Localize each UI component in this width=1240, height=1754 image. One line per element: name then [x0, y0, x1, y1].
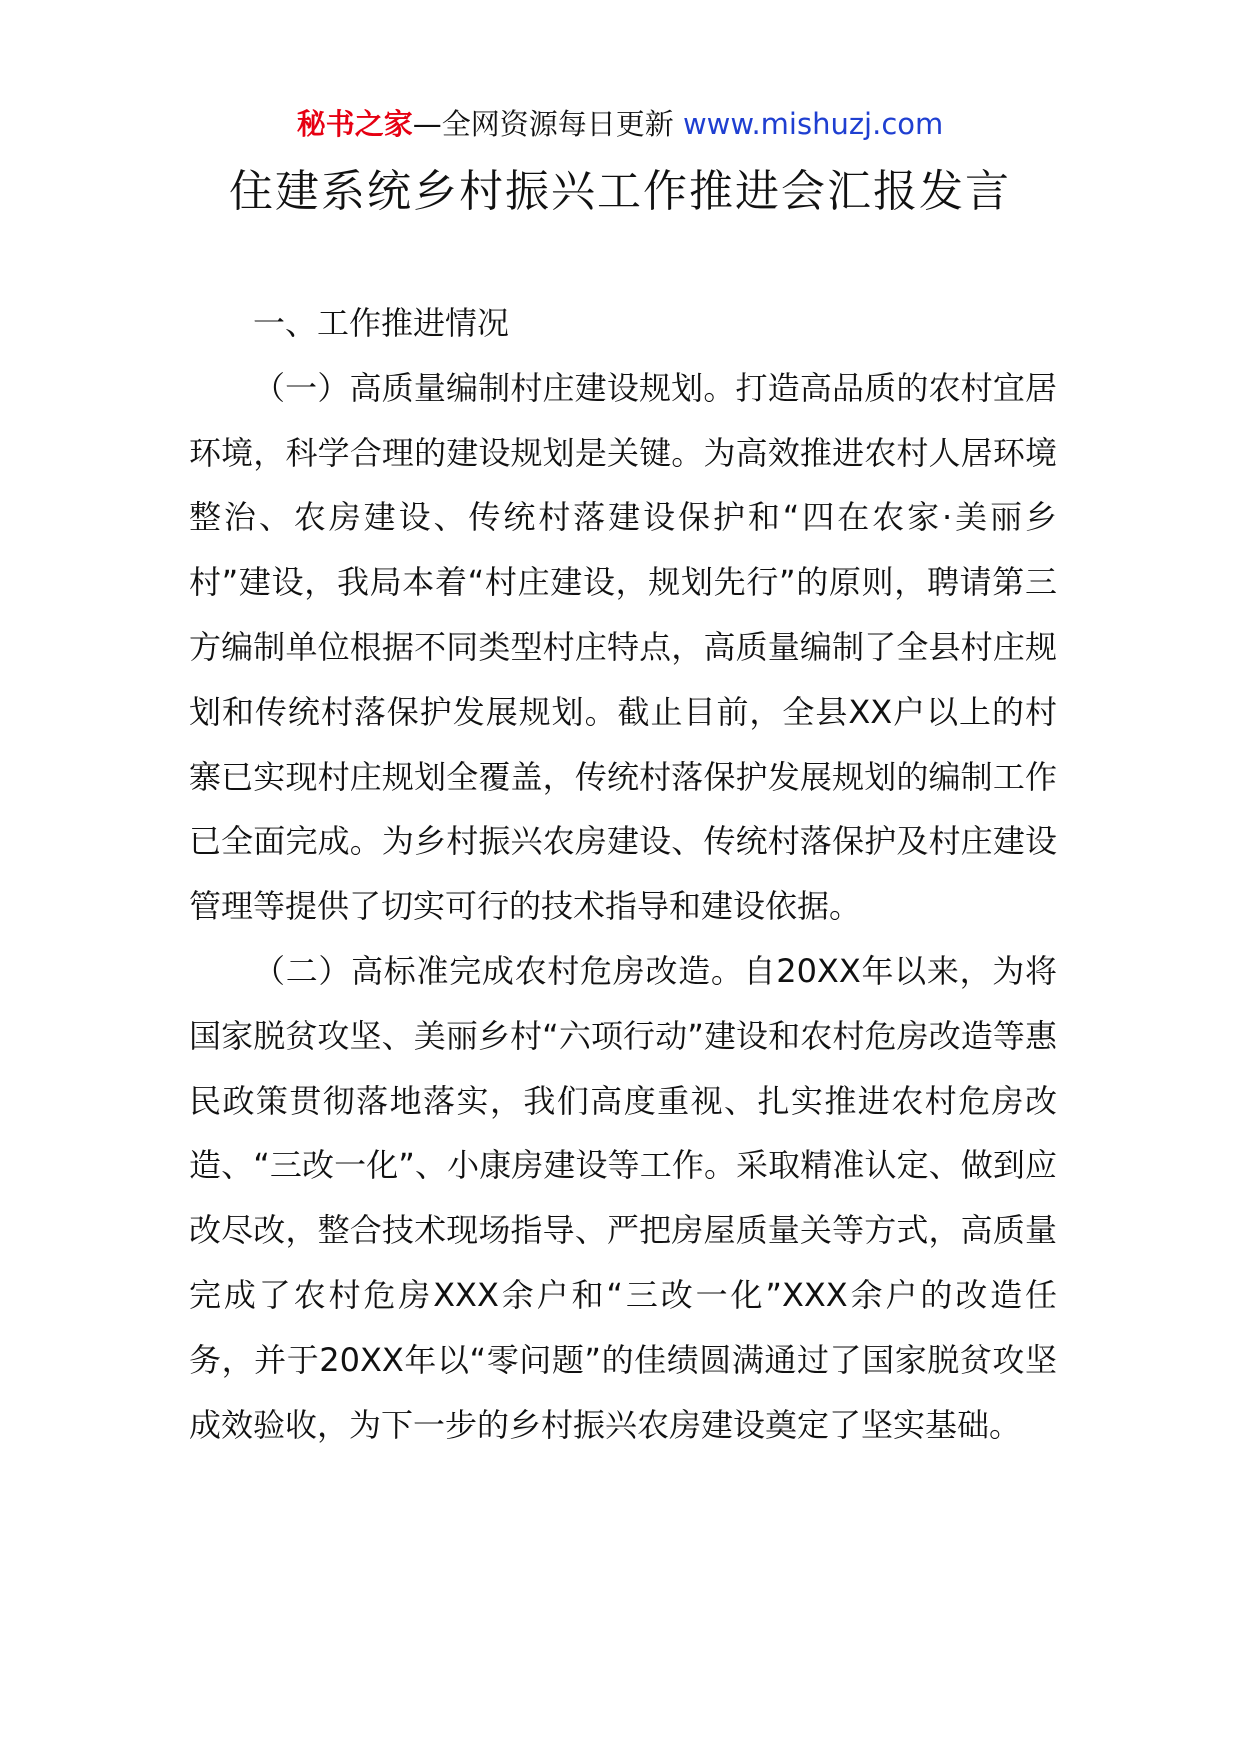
header-tagline: —全网资源每日更新: [412, 107, 683, 141]
site-url[interactable]: www.mishuzj.com: [682, 107, 944, 141]
brand-name: 秘书之家: [296, 107, 413, 141]
document-body: [189, 291, 1057, 1457]
document-title: 住建系统乡村振兴工作推进会汇报发言: [229, 166, 1011, 217]
section-heading: 一、工作推进情况: [253, 304, 510, 342]
paragraph-1: （一）高质量编制村庄建设规划。打造高品质的农村宜居环境，科学合理的建设规划是关键。为高效推进农村人居环境整治、农房建设、传统村落建设保护和“四在农家·美丽乡村”建设，我局本着“村庄建设，规划先行”的原则，聘请第三方编制单位根据不同类型村庄特点，高质量编制了全县村庄规划和传统村落保护发展规划。截止目前，全县XX户以上的村寨已实现村庄规划全覆盖，传统村落保护发展规划的编制工作已全面完成。为乡村振兴农房建设、传统村落保护及村庄建设管理等提供了切实可行的技术指导和建设依据。: [189, 368, 1057, 926]
paragraph-2: （二）高标准完成农村危房改造。自20XX年以来，为将国家脱贫攻坚、美丽乡村“六项行动”建设和农村危房改造等惠民政策贯彻落地落实，我们高度重视、扎实推进农村危房改造、“三改一化”、小康房建设等工作。采取精准认定、做到应改尽改，整合技术现场指导、严把房屋质量关等方式，高质量完成了农村危房XXX余户和“三改一化”XXX余户的改造任务，并于20XX年以“零问题”的佳绩圆满通过了国家脱贫攻坚成效验收，为下一步的乡村振兴农房建设奠定了坚实基础。: [189, 951, 1057, 1444]
site-header: [0, 100, 1240, 148]
